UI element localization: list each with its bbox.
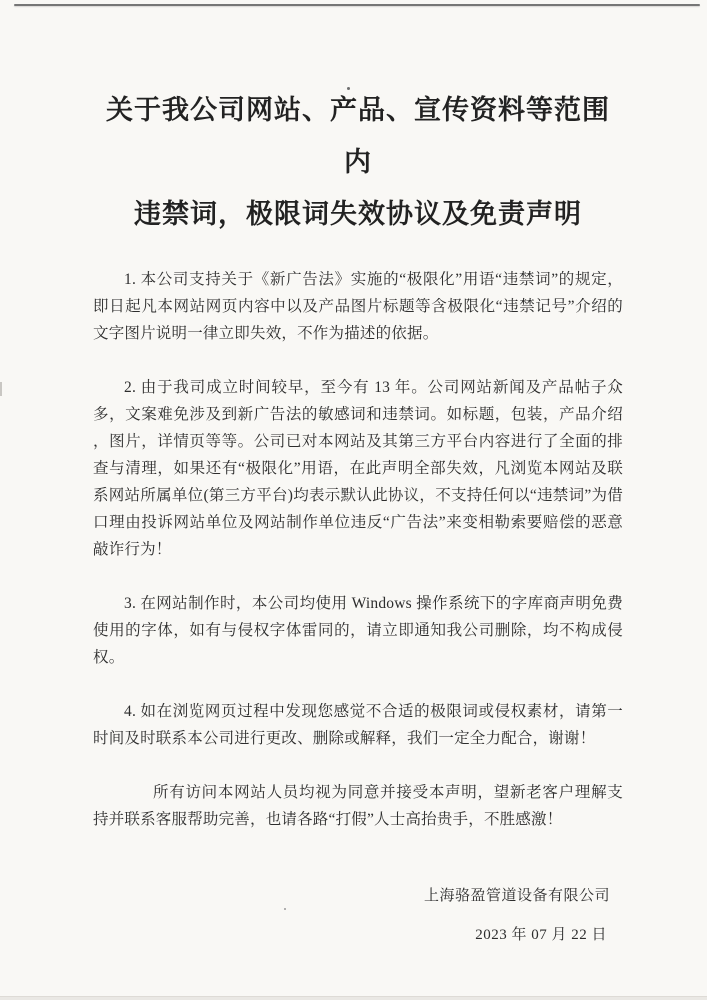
closing-paragraph: 所有访问本网站人员均视为同意并接受本声明，望新老客户理解支持并联系客服帮助完善，也请各路“打假”人士高抬贵手，不胜感激！ <box>93 784 623 828</box>
scan-edge-artifact-bottom <box>0 996 707 1000</box>
paragraph-2: 2. 由于我司成立时间较早，至今有 13 年。公司网站新闻及产品帖子众多，文案难免涉及到新广告法的敏感词和违禁词。如标题，包装，产品介绍 ，图片，详情页等等。公司已对本网站及其第三方平台内容进行了全面的排查与清理，如果还有“极限化”用语，在此声明全部失效，凡浏览本网站及联系网站所属单位(第三方平台)均表示默认此协议，不支持任何以“违禁词”为借口理由投诉网站单位及网站制作单位违反“广告法”来变相勒索要赔偿的恶意敲诈行为！ <box>93 379 623 558</box>
scan-edge-artifact-top <box>14 4 700 6</box>
paragraph-1: 1. 本公司支持关于《新广告法》实施的“极限化”用语“违禁词”的规定，即日起凡本网站网页内容中以及产品图片标题等含极限化“违禁记号”介绍的文字图片说明一律立即失效，不作为描述的依据。 <box>93 271 623 342</box>
paragraph-3: 3. 在网站制作时，本公司均使用 Windows 操作系统下的字库商声明免费使用的字体，如有与侵权字体雷同的，请立即通知我公司删除，均不构成侵权。 <box>93 595 623 666</box>
document-title <box>93 84 623 240</box>
scan-edge-artifact-left <box>0 382 2 396</box>
document-body <box>93 84 623 949</box>
title-line-1: 关于我公司网站、产品、宣传资料等范围内 <box>106 95 610 177</box>
title-line-2: 违禁词，极限词失效协议及免责声明 <box>134 199 582 229</box>
paragraph-4: 4. 如在浏览网页过程中发现您感觉不合适的极限词或侵权素材，请第一时间及时联系本公司进行更改、删除或解释，我们一定全力配合，谢谢！ <box>93 703 623 747</box>
company-signature: 上海骆盈管道设备有限公司 <box>423 888 610 904</box>
signature-date: 2023 年 07 月 22 日 <box>475 927 607 943</box>
